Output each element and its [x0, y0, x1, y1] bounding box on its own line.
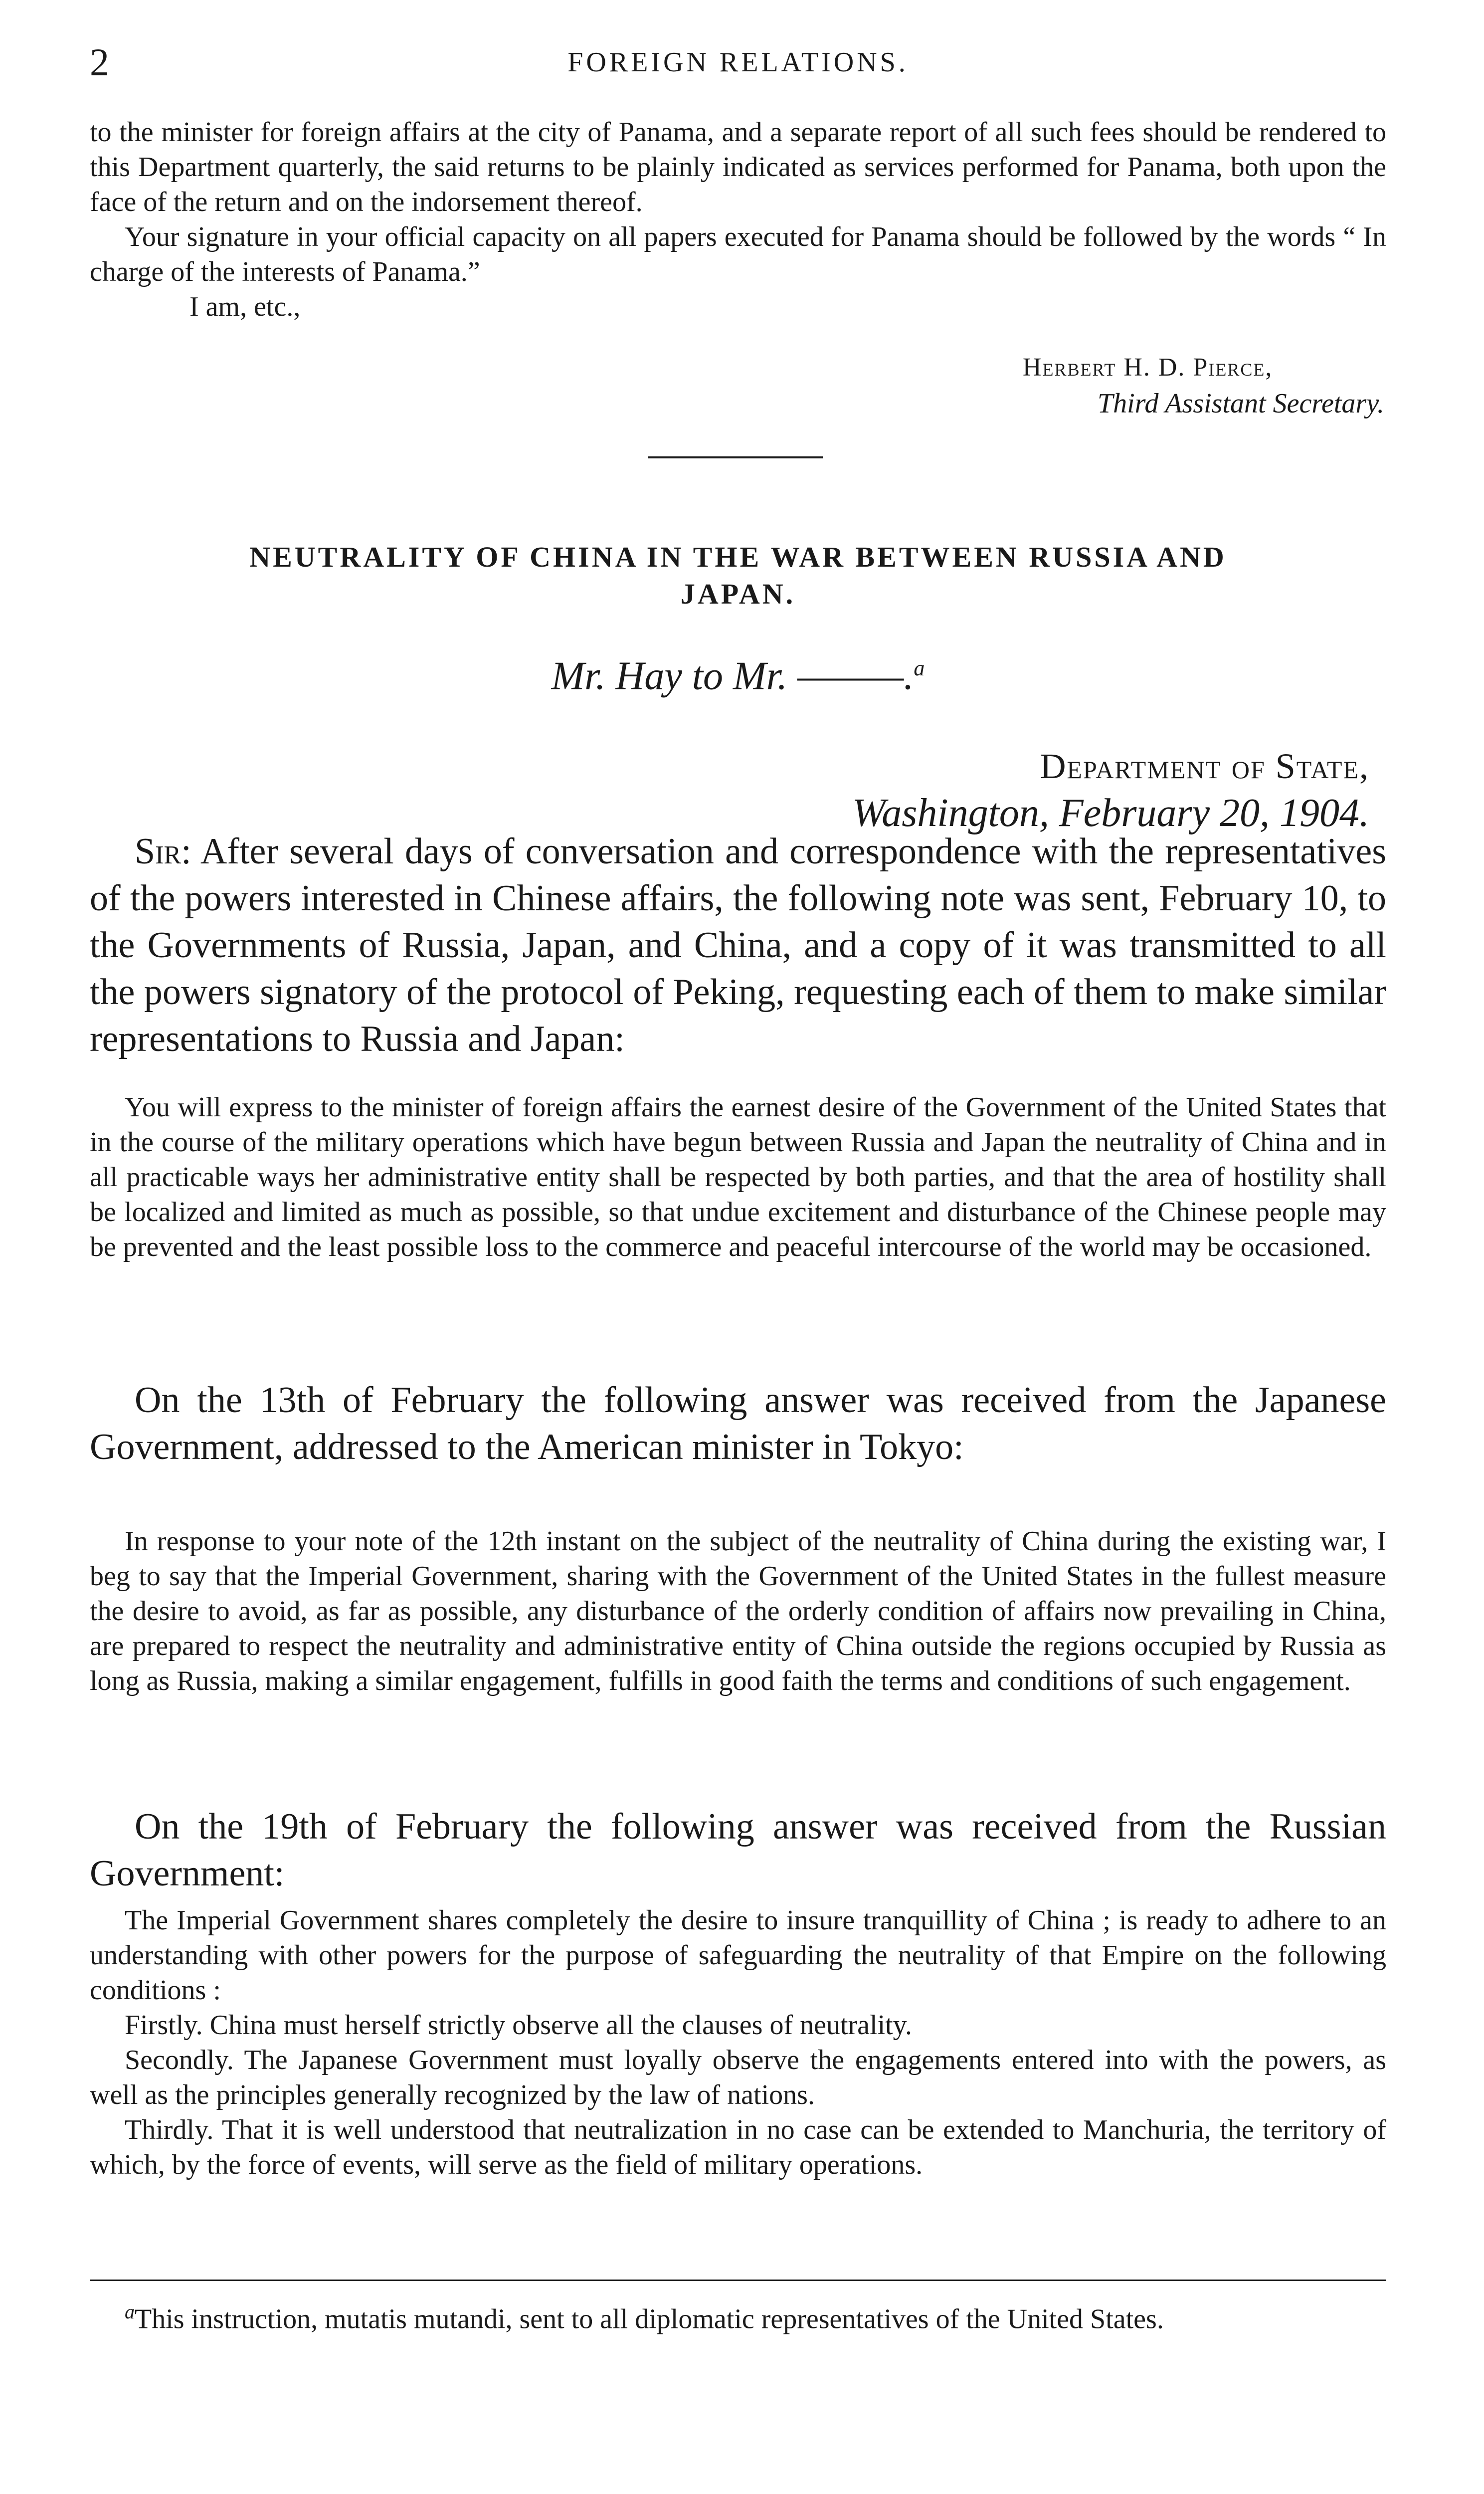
previous-letter-paragraph: Your signature in your official capacity on all papers executed for Panama should be followed by the words “ In charge of the interests of Panama.”: [90, 221, 1386, 287]
footnote: [90, 2294, 1386, 2337]
running-head: FOREIGN RELATIONS.: [567, 47, 909, 78]
section-divider: [648, 456, 823, 458]
quoted-paragraph: Firstly. China must herself strictly observe all the clauses of neutrality.: [125, 2010, 913, 2041]
department-name: Department of State,: [1040, 746, 1369, 786]
russia-answer-intro: [90, 1803, 1386, 1897]
quoted-paragraph: Secondly. The Japanese Government must loyally observe the engagements entered into with the powers, as well as the principles generally recognized by the law of nations.: [90, 2045, 1386, 2110]
body-paragraph: On the 19th of February the following answer was received from the Russian Government:: [90, 1806, 1386, 1894]
body-paragraph-text: After several days of conversation and correspondence with the representatives of the powers interested in Chinese affairs, the following note was sent, February 10, to the Governments of Russia, Japan, and China, and a copy of it was transmitted to all the powers signatory of the protocol of Peking, requesting each of them to make similar representations to Russia and Japan:: [90, 831, 1386, 1059]
footnote-text: [90, 2294, 1386, 2337]
footnote-rule: [90, 2280, 1386, 2281]
quoted-japan-answer: [90, 1524, 1386, 1698]
quoted-us-note: [90, 1090, 1386, 1264]
salutation: Sir:: [135, 831, 191, 872]
closing-phrase: I am, etc.,: [189, 291, 301, 322]
previous-letter-ending: [90, 115, 1386, 324]
quoted-paragraph: In response to your note of the 12th instant on the subject of the neutrality of China during the existing war, I beg to say that the Imperial Government, sharing with the Government of the United States in the fullest measure the desire to avoid, as far as possible, any disturbance of the orderly condition of affairs now prevailing in China, are prepared to respect the neutrality and administrative entity of China outside the regions occupied by Russia as long as Russia, making a similar engagement, fulfills in good faith the terms and conditions of such engagement.: [90, 1526, 1386, 1696]
signature-name: Herbert H. D. Pierce,: [1022, 353, 1273, 382]
japan-answer-intro: [90, 1377, 1386, 1470]
letter-date: Washington, February 20, 1904.: [852, 791, 1369, 835]
footnote-body: This instruction, mutatis mutandi, sent to all diplomatic representatives of the United States.: [135, 2303, 1164, 2335]
letter-body-intro: [90, 828, 1386, 1062]
letter-heading-text: Mr. Hay to Mr. ———.: [551, 654, 914, 698]
footnote-mark: a: [125, 2300, 135, 2323]
section-title-line: JAPAN.: [680, 578, 796, 610]
body-paragraph: [90, 828, 1386, 1062]
quoted-paragraph: The Imperial Government shares completely the desire to insure tranquillity of China ; is ready to adhere to an understanding with other powers for the purpose of safeguarding the neutrality of that Empire on the following conditions :: [90, 1905, 1386, 2006]
page-header: [90, 35, 1386, 90]
body-paragraph: On the 13th of February the following answer was received from the Japanese Government, addressed to the American minister in Tokyo:: [90, 1380, 1386, 1467]
previous-letter-paragraph: to the minister for foreign affairs at the city of Panama, and a separate report of all such fees should be rendered to this Department quarterly, the said returns to be plainly indicated as services performed for Panama, both upon the face of the return and on the indorsement thereof.: [90, 117, 1386, 217]
section-title: [90, 539, 1386, 613]
quoted-paragraph: Thirdly. That it is well understood that neutralization in no case can be extended to Manchuria, the territory of which, by the force of events, will serve as the field of military operations.: [90, 2114, 1386, 2180]
footnote-marker: a: [914, 656, 925, 680]
dateline: [852, 743, 1369, 837]
quoted-paragraph: You will express to the minister of foreign affairs the earnest desire of the Government of the United States that in the course of the military operations which have begun between Russia and Japan the neutrality of China and in all practicable ways her administrative entity shall be respected by both parties, and that the area of hostility shall be localized and limited as much as possible, so that undue excitement and disturbance of the Chinese people may be prevented and the least possible loss to the commerce and peaceful intercourse of the world may be occasioned.: [90, 1092, 1386, 1262]
section-title-line: NEUTRALITY OF CHINA IN THE WAR BETWEEN RUSSIA AND: [249, 541, 1227, 573]
signature-title: Third Assistant Secretary.: [1097, 388, 1384, 419]
quoted-russia-answer: [90, 1903, 1386, 2182]
page-number: 2: [90, 40, 109, 84]
signature-block: [1023, 349, 1384, 421]
letter-heading: [90, 643, 1386, 701]
